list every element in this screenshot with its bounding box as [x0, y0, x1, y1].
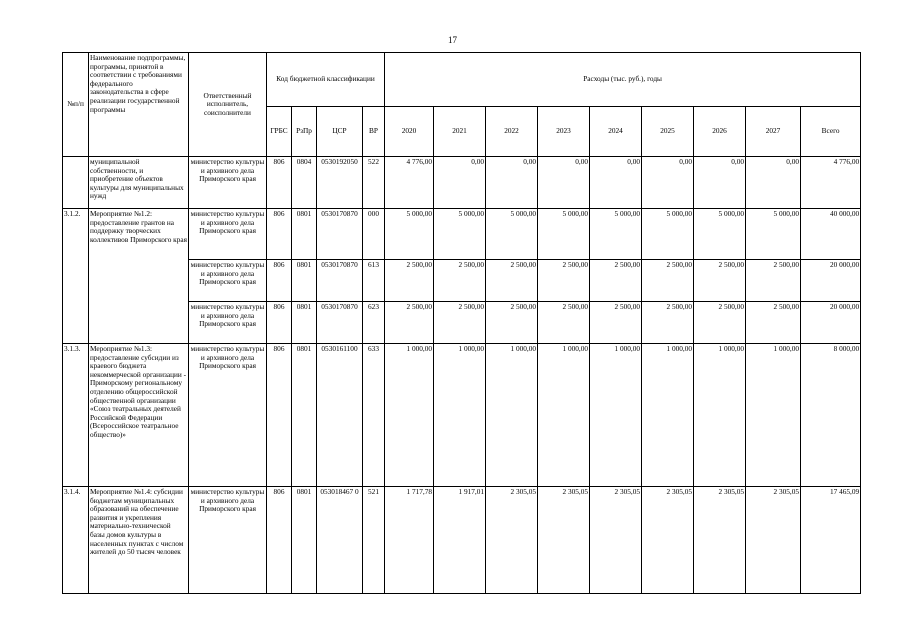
header-year-2023: 2023	[538, 107, 590, 157]
header-year-2021: 2021	[434, 107, 486, 157]
header-year-2026: 2026	[694, 107, 746, 157]
header-code-csr: ЦСР	[317, 107, 363, 157]
cell-2024: 2 305,05	[590, 487, 642, 594]
cell-2026: 5 000,00	[694, 209, 746, 260]
table-row	[63, 209, 861, 260]
header-num: №п/п	[63, 53, 89, 157]
cell-vr: 633	[363, 344, 385, 487]
row-name: Мероприятие №1.4: субсидии бюджетам муниципальных образований на обеспечение развития и укрепления материально-технической базы домов культуры в населенных пунктах с числом жителей до 50 тысяч человек	[89, 487, 189, 594]
cell-vr: 521	[363, 487, 385, 594]
cell-2026: 1 000,00	[694, 344, 746, 487]
cell-csr: 0530161100	[317, 344, 363, 487]
cell-2025: 1 000,00	[642, 344, 694, 487]
row-executor: министерство культуры и архивного дела Приморского края	[189, 260, 267, 302]
header-code-rzpr: РзПр	[292, 107, 317, 157]
cell-csr: 0530170870	[317, 260, 363, 302]
cell-2020: 2 500,00	[385, 302, 434, 344]
cell-2025: 2 305,05	[642, 487, 694, 594]
cell-2021: 2 500,00	[434, 302, 486, 344]
row-num: 3.1.4.	[63, 487, 89, 594]
cell-2020: 4 776,00	[385, 157, 434, 209]
cell-vr: 623	[363, 302, 385, 344]
cell-2023: 2 305,05	[538, 487, 590, 594]
header-budget-code: Код бюджетной классификации	[267, 53, 385, 107]
cell-rzpr: 0801	[292, 344, 317, 487]
cell-2024: 2 500,00	[590, 260, 642, 302]
cell-csr: 0530192050	[317, 157, 363, 209]
row-num: 3.1.2.	[63, 209, 89, 344]
cell-vr: 000	[363, 209, 385, 260]
header-year-2027: 2027	[746, 107, 801, 157]
cell-total: 20 000,00	[801, 302, 861, 344]
cell-rzpr: 0801	[292, 302, 317, 344]
cell-2024: 1 000,00	[590, 344, 642, 487]
cell-grbs: 806	[267, 157, 292, 209]
page-number: 17	[448, 35, 457, 45]
cell-2023: 2 500,00	[538, 302, 590, 344]
cell-2025: 2 500,00	[642, 302, 694, 344]
cell-2022: 2 305,05	[486, 487, 538, 594]
row-num	[63, 157, 89, 209]
cell-2020: 1 000,00	[385, 344, 434, 487]
row-executor: министерство культуры и архивного дела Приморского края	[189, 344, 267, 487]
cell-2027: 0,00	[746, 157, 801, 209]
cell-2026: 2 500,00	[694, 260, 746, 302]
cell-total: 20 000,00	[801, 260, 861, 302]
cell-2023: 0,00	[538, 157, 590, 209]
cell-2024: 5 000,00	[590, 209, 642, 260]
cell-2025: 0,00	[642, 157, 694, 209]
cell-grbs: 806	[267, 302, 292, 344]
cell-2027: 1 000,00	[746, 344, 801, 487]
cell-2026: 0,00	[694, 157, 746, 209]
cell-2021: 2 500,00	[434, 260, 486, 302]
cell-rzpr: 0801	[292, 260, 317, 302]
header-code-grbs: ГРБС	[267, 107, 292, 157]
cell-rzpr: 0801	[292, 487, 317, 594]
cell-total: 4 776,00	[801, 157, 861, 209]
cell-csr: 0530170870	[317, 209, 363, 260]
cell-2022: 2 500,00	[486, 302, 538, 344]
cell-2026: 2 305,05	[694, 487, 746, 594]
row-name: муниципальной собственности, и приобретение объектов культуры для муниципальных нужд	[89, 157, 189, 209]
cell-2023: 2 500,00	[538, 260, 590, 302]
cell-grbs: 806	[267, 260, 292, 302]
cell-2027: 2 305,05	[746, 487, 801, 594]
header-year-2024: 2024	[590, 107, 642, 157]
cell-2024: 0,00	[590, 157, 642, 209]
cell-vr: 613	[363, 260, 385, 302]
cell-csr: 0530170870	[317, 302, 363, 344]
cell-2022: 5 000,00	[486, 209, 538, 260]
cell-2027: 2 500,00	[746, 260, 801, 302]
cell-2020: 2 500,00	[385, 260, 434, 302]
row-name: Мероприятие №1.3: предоставление субсидии из краевого бюджета некоммерческой организации - Приморскому региональному отделению общероссийской общественной организации «Союз театральных деятелей Российской Федерации (Всероссийское театральное общество)»	[89, 344, 189, 487]
cell-2024: 2 500,00	[590, 302, 642, 344]
cell-grbs: 806	[267, 487, 292, 594]
header-year-2025: 2025	[642, 107, 694, 157]
table-row	[63, 344, 861, 487]
row-executor: министерство культуры и архивного дела Приморского края	[189, 157, 267, 209]
cell-2020: 5 000,00	[385, 209, 434, 260]
header-code-vr: ВР	[363, 107, 385, 157]
cell-rzpr: 0804	[292, 157, 317, 209]
cell-total: 17 465,09	[801, 487, 861, 594]
cell-2020: 1 717,78	[385, 487, 434, 594]
cell-total: 8 000,00	[801, 344, 861, 487]
row-executor: министерство культуры и архивного дела Приморского края	[189, 302, 267, 344]
cell-2027: 5 000,00	[746, 209, 801, 260]
cell-vr: 522	[363, 157, 385, 209]
cell-2026: 2 500,00	[694, 302, 746, 344]
header-year-2022: 2022	[486, 107, 538, 157]
budget-table	[62, 52, 861, 594]
cell-csr: 053018467 0	[317, 487, 363, 594]
row-num: 3.1.3.	[63, 344, 89, 487]
header-executor: Ответственный исполнитель, соисполнители	[189, 53, 267, 157]
cell-rzpr: 0801	[292, 209, 317, 260]
cell-grbs: 806	[267, 344, 292, 487]
cell-2021: 1 000,00	[434, 344, 486, 487]
cell-2023: 5 000,00	[538, 209, 590, 260]
cell-2021: 1 917,01	[434, 487, 486, 594]
header-expenses: Расходы (тыс. руб.), годы	[385, 53, 861, 107]
cell-2021: 0,00	[434, 157, 486, 209]
cell-2022: 2 500,00	[486, 260, 538, 302]
cell-2023: 1 000,00	[538, 344, 590, 487]
header-total: Всего	[801, 107, 861, 157]
cell-grbs: 806	[267, 209, 292, 260]
row-executor: министерство культуры и архивного дела Приморского края	[189, 209, 267, 260]
cell-total: 40 000,00	[801, 209, 861, 260]
row-name: Мероприятие №1.2: предоставление грантов на поддержку творческих коллективов Приморского края	[89, 209, 189, 344]
cell-2025: 2 500,00	[642, 260, 694, 302]
cell-2021: 5 000,00	[434, 209, 486, 260]
row-executor: министерство культуры и архивного дела Приморского края	[189, 487, 267, 594]
cell-2025: 5 000,00	[642, 209, 694, 260]
table-row	[63, 487, 861, 594]
cell-2022: 1 000,00	[486, 344, 538, 487]
header-year-2020: 2020	[385, 107, 434, 157]
cell-2027: 2 500,00	[746, 302, 801, 344]
cell-2022: 0,00	[486, 157, 538, 209]
header-name: Наименование подпрограммы, программы, принятой в соответствии с требованиями федерального законодательства в сфере реализации государственной программы	[89, 53, 189, 157]
table-row	[63, 157, 861, 209]
